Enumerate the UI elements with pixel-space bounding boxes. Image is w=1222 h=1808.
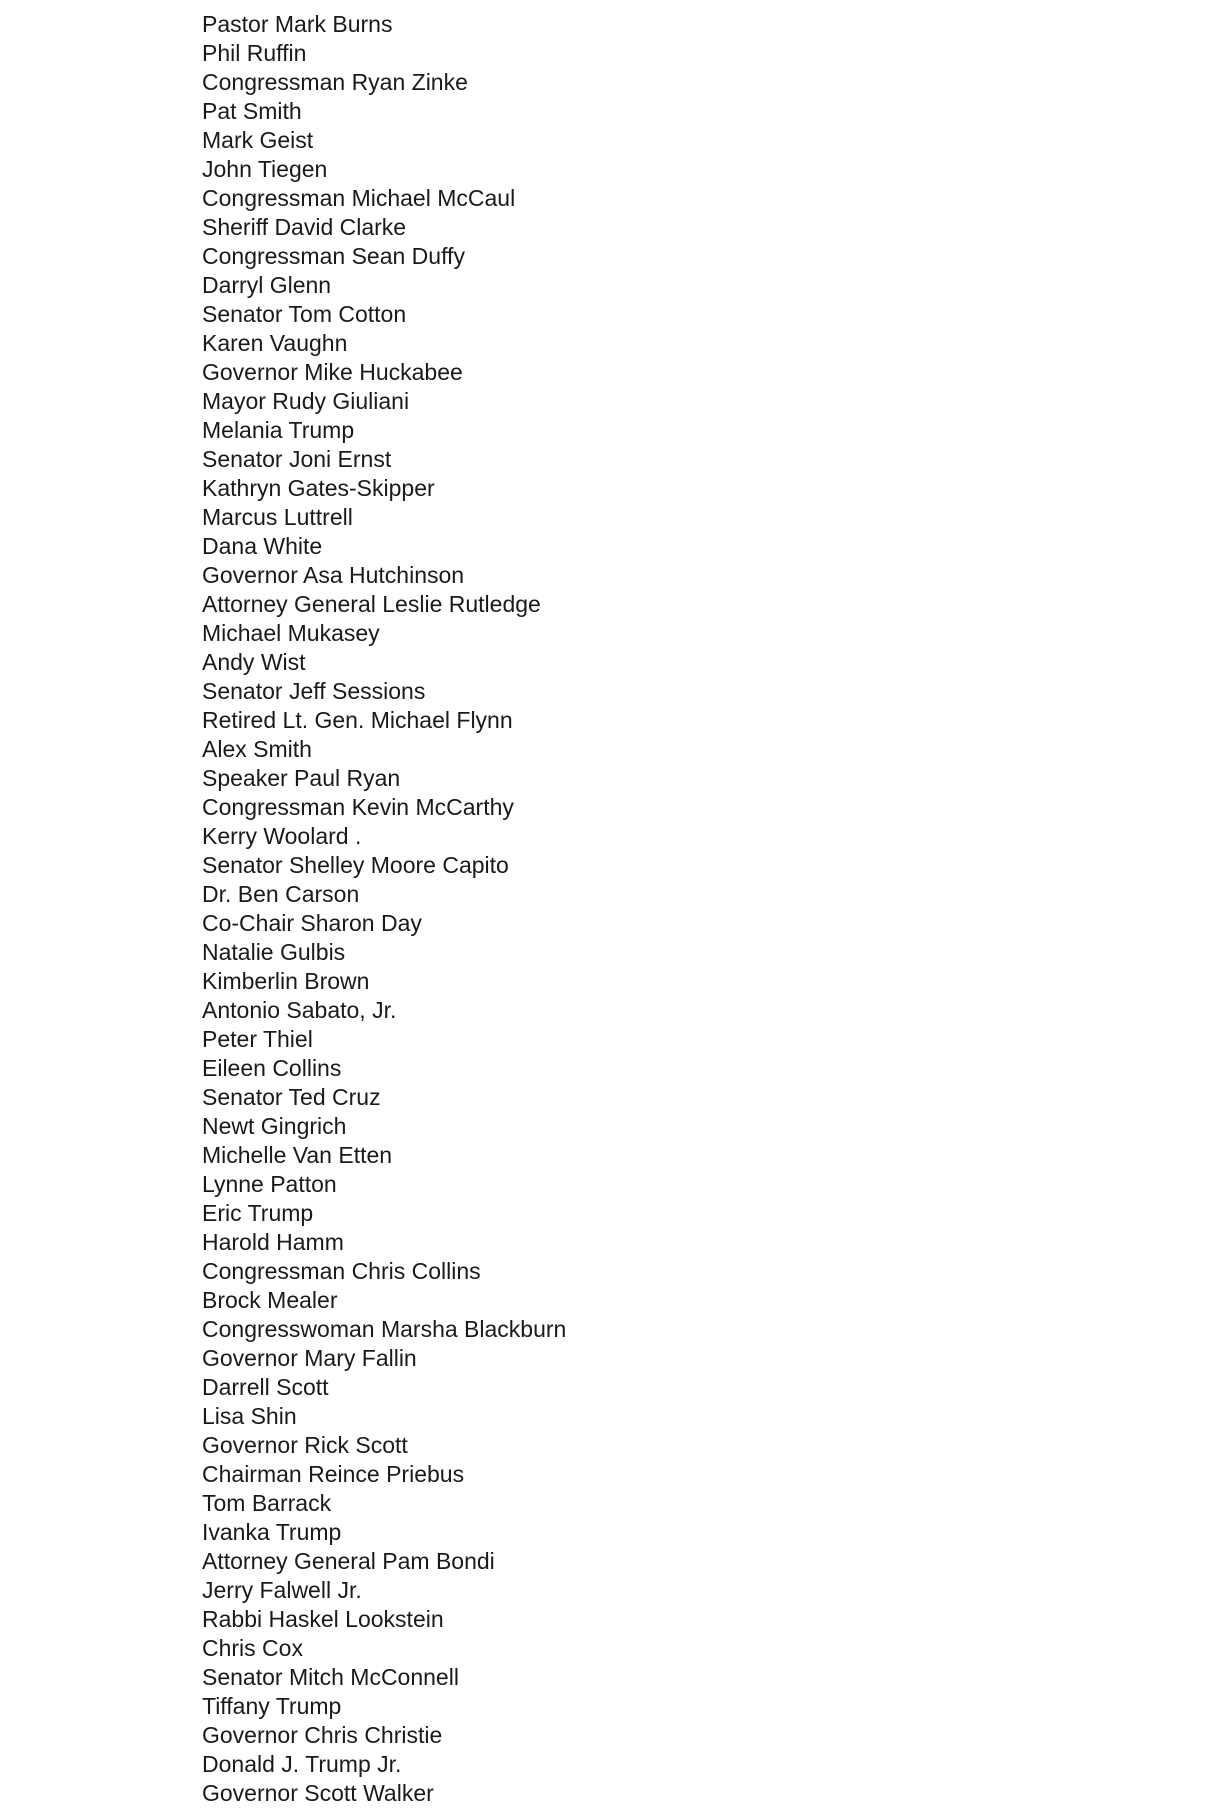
list-item: Pat Smith bbox=[202, 98, 302, 124]
list-item: Mayor Rudy Giuliani bbox=[202, 388, 410, 414]
list-item: Dr. Ben Carson bbox=[202, 881, 360, 907]
list-item: Governor Chris Christie bbox=[202, 1722, 443, 1748]
list-item: Alex Smith bbox=[202, 736, 312, 762]
list-item: Mark Geist bbox=[202, 127, 314, 153]
list-item: Phil Ruffin bbox=[202, 40, 307, 66]
list-item: Lynne Patton bbox=[202, 1171, 337, 1197]
list-item: Jerry Falwell Jr. bbox=[202, 1577, 362, 1603]
list-item: Eric Trump bbox=[202, 1200, 314, 1226]
list-item: Senator Joni Ernst bbox=[202, 446, 392, 472]
list-item: Governor Rick Scott bbox=[202, 1432, 408, 1458]
list-item: Darrell Scott bbox=[202, 1374, 329, 1400]
list-item: Dana White bbox=[202, 533, 323, 559]
list-item: Co-Chair Sharon Day bbox=[202, 910, 422, 936]
list-item: Kerry Woolard . bbox=[202, 823, 362, 849]
list-item: Governor Scott Walker bbox=[202, 1780, 434, 1806]
list-item: Governor Mary Fallin bbox=[202, 1345, 417, 1371]
list-item: Ivanka Trump bbox=[202, 1519, 342, 1545]
list-item: Chairman Reince Priebus bbox=[202, 1461, 465, 1487]
list-item: John Tiegen bbox=[202, 156, 328, 182]
list-item: Retired Lt. Gen. Michael Flynn bbox=[202, 707, 513, 733]
name-list bbox=[202, 10, 566, 1808]
list-item: Darryl Glenn bbox=[202, 272, 332, 298]
list-item: Eileen Collins bbox=[202, 1055, 342, 1081]
list-item: Melania Trump bbox=[202, 417, 355, 443]
list-item: Congressman Ryan Zinke bbox=[202, 69, 468, 95]
list-item: Donald J. Trump Jr. bbox=[202, 1751, 402, 1777]
list-item: Andy Wist bbox=[202, 649, 306, 675]
list-item: Sheriff David Clarke bbox=[202, 214, 407, 240]
list-item: Rabbi Haskel Lookstein bbox=[202, 1606, 444, 1632]
list-item: Karen Vaughn bbox=[202, 330, 348, 356]
list-item: Senator Mitch McConnell bbox=[202, 1664, 459, 1690]
list-item: Newt Gingrich bbox=[202, 1113, 347, 1139]
list-item: Attorney General Leslie Rutledge bbox=[202, 591, 541, 617]
list-item: Brock Mealer bbox=[202, 1287, 338, 1313]
list-item: Congressman Sean Duffy bbox=[202, 243, 465, 269]
list-item: Attorney General Pam Bondi bbox=[202, 1548, 495, 1574]
list-item: Governor Mike Huckabee bbox=[202, 359, 463, 385]
list-item: Lisa Shin bbox=[202, 1403, 297, 1429]
list-item: Senator Jeff Sessions bbox=[202, 678, 426, 704]
list-item: Chris Cox bbox=[202, 1635, 303, 1661]
list-item: Pastor Mark Burns bbox=[202, 11, 393, 37]
list-item: Peter Thiel bbox=[202, 1026, 313, 1052]
list-item: Senator Ted Cruz bbox=[202, 1084, 381, 1110]
list-item: Kimberlin Brown bbox=[202, 968, 370, 994]
list-item: Speaker Paul Ryan bbox=[202, 765, 401, 791]
list-item: Senator Shelley Moore Capito bbox=[202, 852, 509, 878]
list-item: Antonio Sabato, Jr. bbox=[202, 997, 397, 1023]
list-item: Tom Barrack bbox=[202, 1490, 332, 1516]
list-item: Harold Hamm bbox=[202, 1229, 344, 1255]
list-item: Congressman Kevin McCarthy bbox=[202, 794, 514, 820]
list-item: Tiffany Trump bbox=[202, 1693, 342, 1719]
list-item: Michelle Van Etten bbox=[202, 1142, 393, 1168]
list-item: Michael Mukasey bbox=[202, 620, 380, 646]
list-item: Congressman Michael McCaul bbox=[202, 185, 516, 211]
list-item: Congresswoman Marsha Blackburn bbox=[202, 1316, 567, 1342]
list-item: Governor Asa Hutchinson bbox=[202, 562, 465, 588]
list-item: Natalie Gulbis bbox=[202, 939, 346, 965]
list-item: Senator Tom Cotton bbox=[202, 301, 407, 327]
list-item: Congressman Chris Collins bbox=[202, 1258, 481, 1284]
list-item: Kathryn Gates-Skipper bbox=[202, 475, 435, 501]
list-item: Marcus Luttrell bbox=[202, 504, 353, 530]
